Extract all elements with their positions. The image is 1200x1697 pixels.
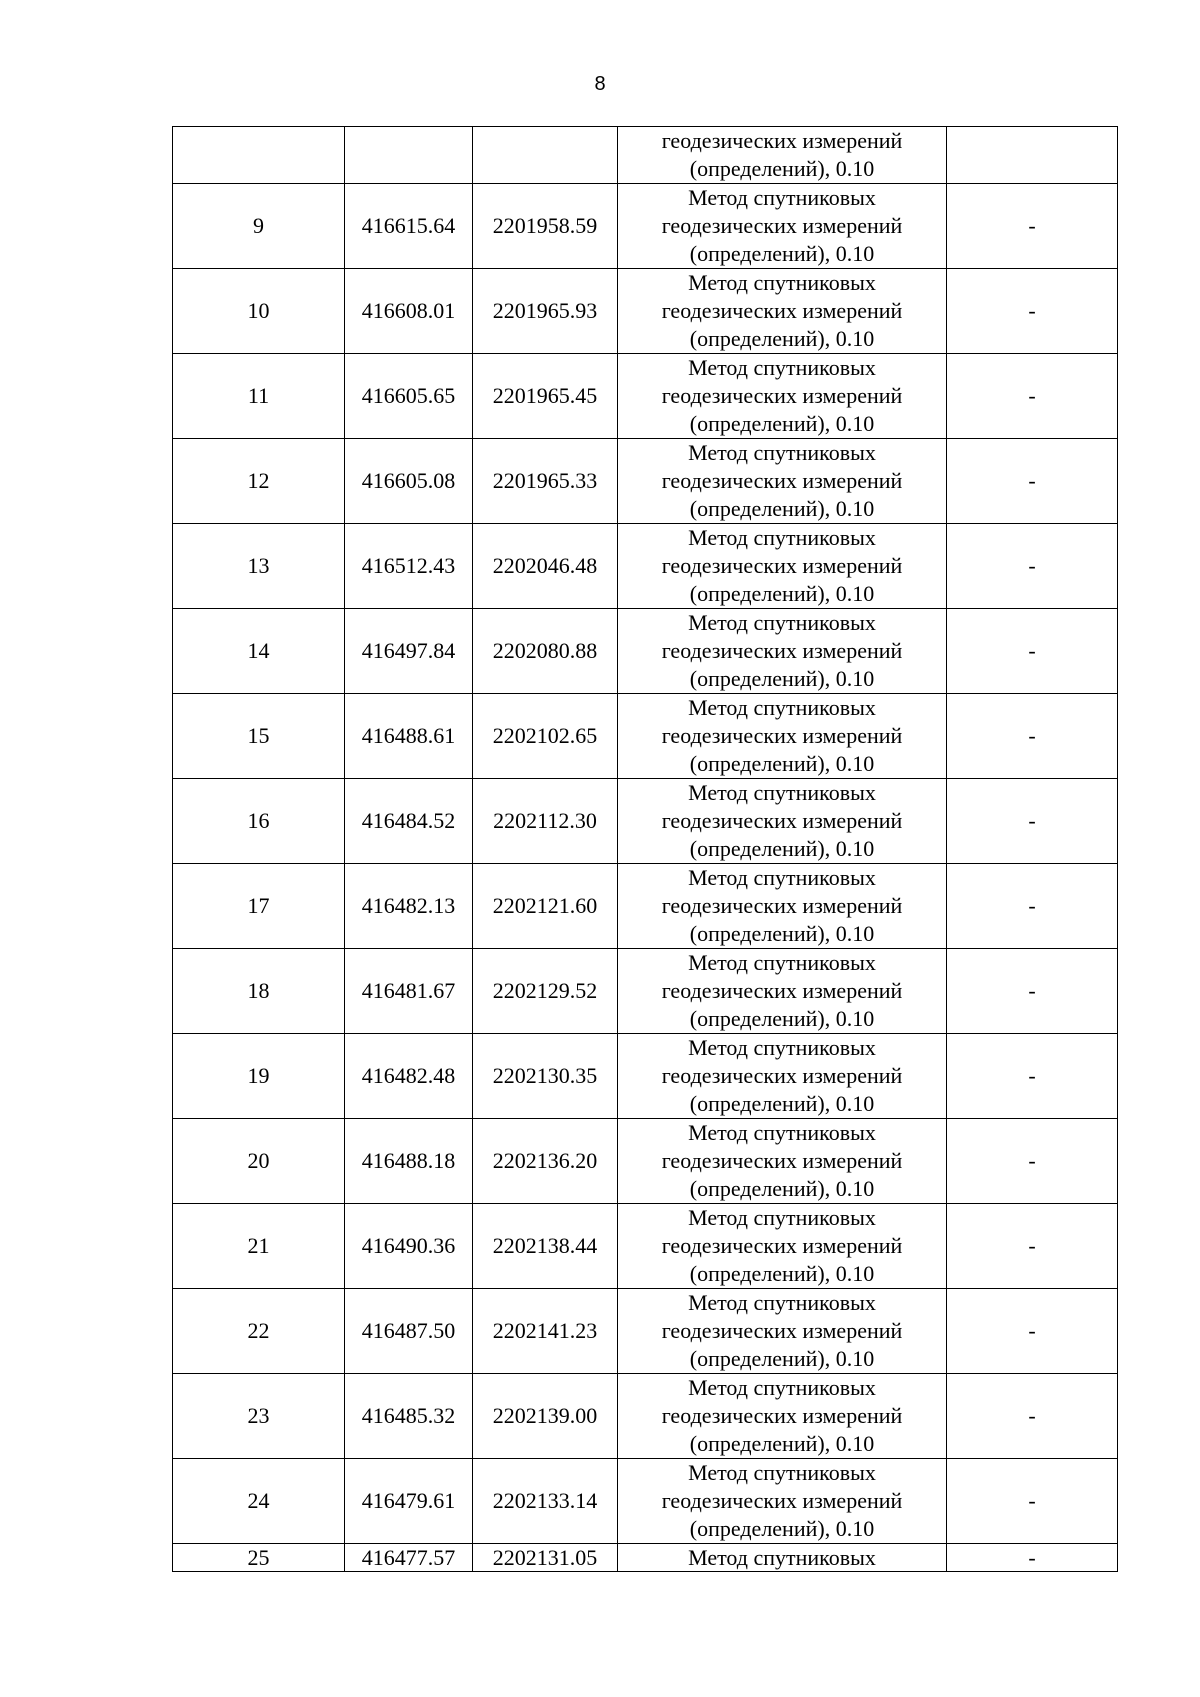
x-coordinate-cell: 416479.61 [345, 1459, 473, 1544]
point-number-cell: 14 [173, 609, 345, 694]
point-number-cell: 10 [173, 269, 345, 354]
y-coordinate-cell: 2201958.59 [473, 184, 618, 269]
x-coordinate-cell: 416482.48 [345, 1034, 473, 1119]
method-cell [618, 524, 947, 609]
table-row [173, 1119, 1118, 1204]
method-line: Метод спутниковых [688, 525, 876, 550]
y-coordinate-cell: 2202121.60 [473, 864, 618, 949]
note-cell: - [947, 1459, 1118, 1544]
method-line: (определений), 0.10 [689, 1091, 875, 1116]
method-cell [618, 1034, 947, 1119]
x-coordinate-cell: 416497.84 [345, 609, 473, 694]
method-cell [618, 864, 947, 949]
x-coordinate-cell: 416484.52 [345, 779, 473, 864]
x-coordinate-cell: 416485.32 [345, 1374, 473, 1459]
table-row [173, 354, 1118, 439]
table-row [173, 1034, 1118, 1119]
method-line: (определений), 0.10 [689, 751, 875, 776]
table-row [173, 864, 1118, 949]
y-coordinate-cell: 2202130.35 [473, 1034, 618, 1119]
method-line: геодезических измерений [661, 1403, 903, 1428]
method-line: (определений), 0.10 [689, 156, 875, 181]
method-cell [618, 694, 947, 779]
x-coordinate-cell: 416605.65 [345, 354, 473, 439]
note-cell: - [947, 1544, 1118, 1572]
method-line: Метод спутниковых [688, 1205, 876, 1230]
method-line: (определений), 0.10 [689, 241, 875, 266]
point-number-cell: 12 [173, 439, 345, 524]
method-line: Метод спутниковых [688, 1544, 876, 1570]
method-line: Метод спутниковых [688, 610, 876, 635]
x-coordinate-cell: 416488.18 [345, 1119, 473, 1204]
y-coordinate-cell: 2202138.44 [473, 1204, 618, 1289]
y-coordinate-cell: 2202139.00 [473, 1374, 618, 1459]
note-cell: - [947, 184, 1118, 269]
method-line: геодезических измерений [661, 128, 903, 153]
coordinates-table-body [173, 127, 1118, 1572]
method-line: (определений), 0.10 [689, 496, 875, 521]
note-cell: - [947, 269, 1118, 354]
point-number-cell: 25 [173, 1544, 345, 1572]
method-line: геодезических измерений [661, 723, 903, 748]
method-cell [618, 609, 947, 694]
method-cell [618, 127, 947, 184]
method-line: геодезических измерений [661, 298, 903, 323]
x-coordinate-cell: 416482.13 [345, 864, 473, 949]
method-line: геодезических измерений [661, 808, 903, 833]
x-coordinate-cell: 416477.57 [345, 1544, 473, 1572]
point-number-cell: 22 [173, 1289, 345, 1374]
method-line: (определений), 0.10 [689, 1346, 875, 1371]
note-cell: - [947, 1374, 1118, 1459]
method-line: Метод спутниковых [688, 440, 876, 465]
method-line: (определений), 0.10 [689, 326, 875, 351]
note-cell: - [947, 1034, 1118, 1119]
table-row [173, 184, 1118, 269]
x-coordinate-cell: 416490.36 [345, 1204, 473, 1289]
note-cell: - [947, 864, 1118, 949]
method-cell [618, 1119, 947, 1204]
method-line: (определений), 0.10 [689, 921, 875, 946]
table-row [173, 1204, 1118, 1289]
y-coordinate-cell: 2202133.14 [473, 1459, 618, 1544]
method-line: геодезических измерений [661, 1063, 903, 1088]
method-cell [618, 184, 947, 269]
method-line: геодезических измерений [661, 553, 903, 578]
y-coordinate-cell: 2202136.20 [473, 1119, 618, 1204]
note-cell: - [947, 1119, 1118, 1204]
method-line: (определений), 0.10 [689, 1006, 875, 1031]
point-number-cell: 17 [173, 864, 345, 949]
point-number-cell: 11 [173, 354, 345, 439]
method-cell [618, 1204, 947, 1289]
method-line: Метод спутниковых [688, 1290, 876, 1315]
method-cell [618, 1459, 947, 1544]
y-coordinate-cell: 2201965.45 [473, 354, 618, 439]
coordinates-table [172, 126, 1118, 1572]
table-row [173, 269, 1118, 354]
method-line: геодезических измерений [661, 213, 903, 238]
method-line: Метод спутниковых [688, 355, 876, 380]
table-row [173, 694, 1118, 779]
note-cell: - [947, 524, 1118, 609]
note-cell: - [947, 1289, 1118, 1374]
method-line: Метод спутниковых [688, 185, 876, 210]
y-coordinate-cell: 2202080.88 [473, 609, 618, 694]
table-row [173, 1374, 1118, 1459]
method-cell [618, 1544, 947, 1572]
x-coordinate-cell: 416488.61 [345, 694, 473, 779]
method-line: геодезических измерений [661, 978, 903, 1003]
y-coordinate-cell: 2201965.93 [473, 269, 618, 354]
method-line: геодезических измерений [661, 383, 903, 408]
table-row-last [173, 1544, 1118, 1572]
point-number-cell: 16 [173, 779, 345, 864]
table-row [173, 949, 1118, 1034]
method-line: Метод спутниковых [688, 780, 876, 805]
note-cell [947, 127, 1118, 184]
method-line: геодезических измерений [661, 638, 903, 663]
x-coordinate-cell [345, 127, 473, 184]
note-cell: - [947, 694, 1118, 779]
table-row [173, 1459, 1118, 1544]
method-line: (определений), 0.10 [689, 666, 875, 691]
table-row [173, 1289, 1118, 1374]
method-line: Метод спутниковых [688, 1035, 876, 1060]
method-line: (определений), 0.10 [689, 581, 875, 606]
method-line: Метод спутниковых [688, 1460, 876, 1485]
point-number-cell: 23 [173, 1374, 345, 1459]
y-coordinate-cell: 2202102.65 [473, 694, 618, 779]
point-number-cell: 15 [173, 694, 345, 779]
point-number-cell: 18 [173, 949, 345, 1034]
x-coordinate-cell: 416512.43 [345, 524, 473, 609]
table-row [173, 524, 1118, 609]
y-coordinate-cell: 2201965.33 [473, 439, 618, 524]
y-coordinate-cell: 2202046.48 [473, 524, 618, 609]
method-cell [618, 354, 947, 439]
table-row [173, 779, 1118, 864]
method-line: (определений), 0.10 [689, 1516, 875, 1541]
method-cell [618, 949, 947, 1034]
method-cell [618, 1289, 947, 1374]
x-coordinate-cell: 416487.50 [345, 1289, 473, 1374]
method-line: (определений), 0.10 [689, 411, 875, 436]
method-line: (определений), 0.10 [689, 836, 875, 861]
y-coordinate-cell: 2202131.05 [473, 1544, 618, 1572]
point-number-cell [173, 127, 345, 184]
method-line: (определений), 0.10 [689, 1176, 875, 1201]
point-number-cell: 19 [173, 1034, 345, 1119]
note-cell: - [947, 354, 1118, 439]
y-coordinate-cell: 2202129.52 [473, 949, 618, 1034]
method-line: Метод спутниковых [688, 1375, 876, 1400]
note-cell: - [947, 439, 1118, 524]
note-cell: - [947, 949, 1118, 1034]
method-line: геодезических измерений [661, 1148, 903, 1173]
note-cell: - [947, 609, 1118, 694]
method-line: геодезических измерений [661, 1488, 903, 1513]
page-number: 8 [594, 73, 606, 95]
note-cell: - [947, 779, 1118, 864]
point-number-cell: 21 [173, 1204, 345, 1289]
x-coordinate-cell: 416615.64 [345, 184, 473, 269]
point-number-cell: 13 [173, 524, 345, 609]
method-line: Метод спутниковых [688, 695, 876, 720]
point-number-cell: 20 [173, 1119, 345, 1204]
point-number-cell: 9 [173, 184, 345, 269]
y-coordinate-cell: 2202112.30 [473, 779, 618, 864]
x-coordinate-cell: 416608.01 [345, 269, 473, 354]
method-line: (определений), 0.10 [689, 1261, 875, 1286]
y-coordinate-cell [473, 127, 618, 184]
method-line: геодезических измерений [661, 893, 903, 918]
method-line: геодезических измерений [661, 1233, 903, 1258]
method-line: геодезических измерений [661, 468, 903, 493]
note-cell: - [947, 1204, 1118, 1289]
method-cell [618, 1374, 947, 1459]
method-line: Метод спутниковых [688, 270, 876, 295]
method-line: Метод спутниковых [688, 950, 876, 975]
x-coordinate-cell: 416481.67 [345, 949, 473, 1034]
table-row [173, 609, 1118, 694]
method-line: Метод спутниковых [688, 865, 876, 890]
method-line: Метод спутниковых [688, 1120, 876, 1145]
method-line: геодезических измерений [661, 1318, 903, 1343]
method-line: (определений), 0.10 [689, 1431, 875, 1456]
x-coordinate-cell: 416605.08 [345, 439, 473, 524]
y-coordinate-cell: 2202141.23 [473, 1289, 618, 1374]
method-cell [618, 779, 947, 864]
point-number-cell: 24 [173, 1459, 345, 1544]
table-row-continued [173, 127, 1118, 184]
table-row [173, 439, 1118, 524]
method-cell [618, 269, 947, 354]
method-cell [618, 439, 947, 524]
